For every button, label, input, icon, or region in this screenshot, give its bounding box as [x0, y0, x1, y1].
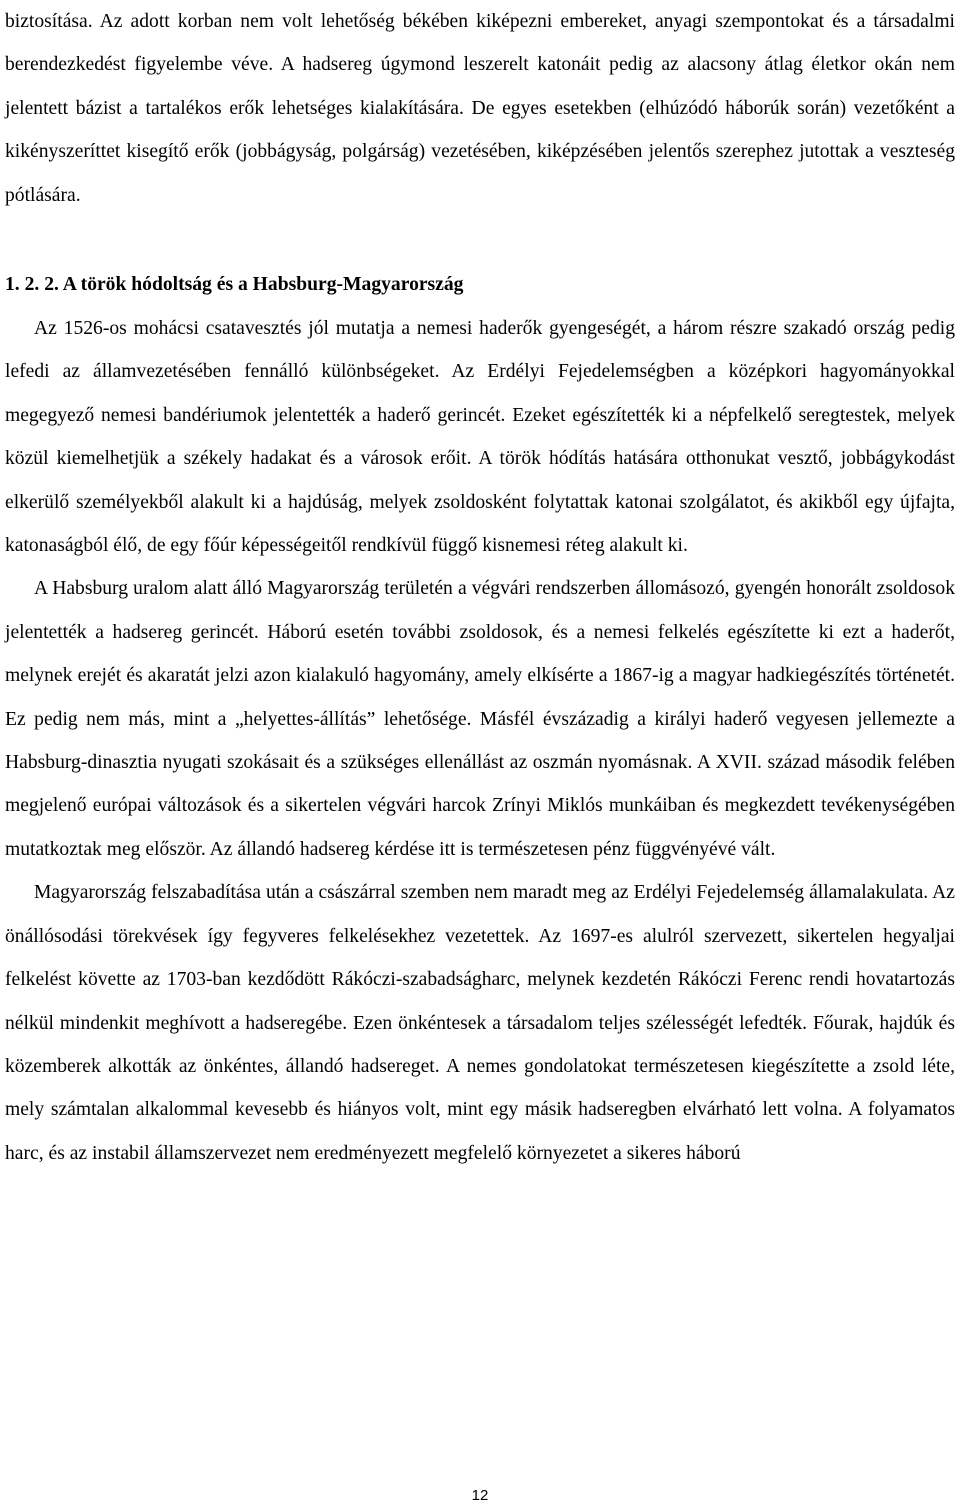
section-body — [5, 307, 955, 1175]
body-paragraph-2: A Habsburg uralom alatt álló Magyarország területén a végvári rendszerben állomásozó, gyengén honorált zsoldosok jelentették a hadsereg gerincét. Háború esetén további zsoldosok, és a nemesi felkelés egészítette ki ezt a haderőt, melynek erejét és akaratát jelzi azon kialakuló hagyomány, amely elkísérte a 1867-ig a magyar hadkiegészítés történetét. Ez pedig nem más, mint a „helyettes-állítás” lehetősége. Másfél évszázadig a királyi haderő vegyesen jellemezte a Habsburg-dinasztia nyugati szokásait és a szükséges ellenállást az oszmán nyomásnak. A XVII. század második felében megjelenő európai változások és a sikertelen végvári harcok Zrínyi Miklós munkáiban és megkezdett tevékenységében mutatkoztak meg először. Az állandó hadsereg kérdése itt is természetesen pénz függvényévé vált. — [5, 578, 955, 860]
intro-paragraph: biztosítása. Az adott korban nem volt lehetőség békében kiképezni embereket, anyagi szempontokat és a társadalmi berendezkedést figyelembe véve. A hadsereg úgymond leszerelt katonáit pedig az alacsony átlag életkor okán nem jelentett bázist a tartalékos erők lehetséges kialakítására. De egyes esetekben (elhúzódó háborúk során) vezetőként a kikényszeríttet kisegítő erők (jobbágyság, polgárság) vezetésében, kiképzésében jelentős szerephez jutottak a veszteség pótlására. — [5, 11, 955, 206]
section-heading: 1. 2. 2. A török hódoltság és a Habsburg-Magyarország — [5, 274, 464, 295]
body-paragraph-3: Magyarország felszabadítása után a császárral szemben nem maradt meg az Erdélyi Fejedelemség államalakulata. Az önállósodási törekvések így fegyveres felkelésekhez vezetettek. Az 1697-es alulról szervezett, sikertelen hegyaljai felkelést követte az 1703-ban kezdődött Rákóczi-szabadságharc, melynek kezdetén Rákóczi Ferenc rendi hovatartozás nélkül mindenkit meghívott a hadseregébe. Ezen önkéntesek a társadalom teljes szélességét lefedték. Főurak, hajdúk és közemberek alkották az önkéntes, állandó hadsereget. A nemes gondolatokat természetesen kiegészítette a zsold léte, mely számtalan alkalommal kevesebb és hiányos volt, mint egy másik hadseregben elvárható lett volna. A folyamatos harc, és az instabil államszervezet nem eredményezett megfelelő környezetet a sikeres háború — [5, 882, 955, 1164]
body-paragraph-1: Az 1526-os mohácsi csatavesztés jól mutatja a nemesi haderők gyengeségét, a három részre szakadó ország pedig lefedi az államvezetésében fennálló különbségeket. Az Erdélyi Fejedelemségben a középkori hagyományokkal megegyező nemesi bandériumok jelentették a haderő gerincét. Ezeket egészítették ki a népfelkelő seregtestek, melyek közül kiemelhetjük a székely hadakat és a városok erőit. A török hódítás hatására otthonukat vesztő, jobbágykodást elkerülő személyekből alakult ki a hajdúság, melyek zsoldosként folytattak katonai szolgálatot, és akikből egy újfajta, katonaságból élő, de egy főúr képességeitől rendkívül függő kisnemesi réteg alakult ki. — [5, 318, 955, 557]
page-number: 12 — [471, 1487, 489, 1504]
